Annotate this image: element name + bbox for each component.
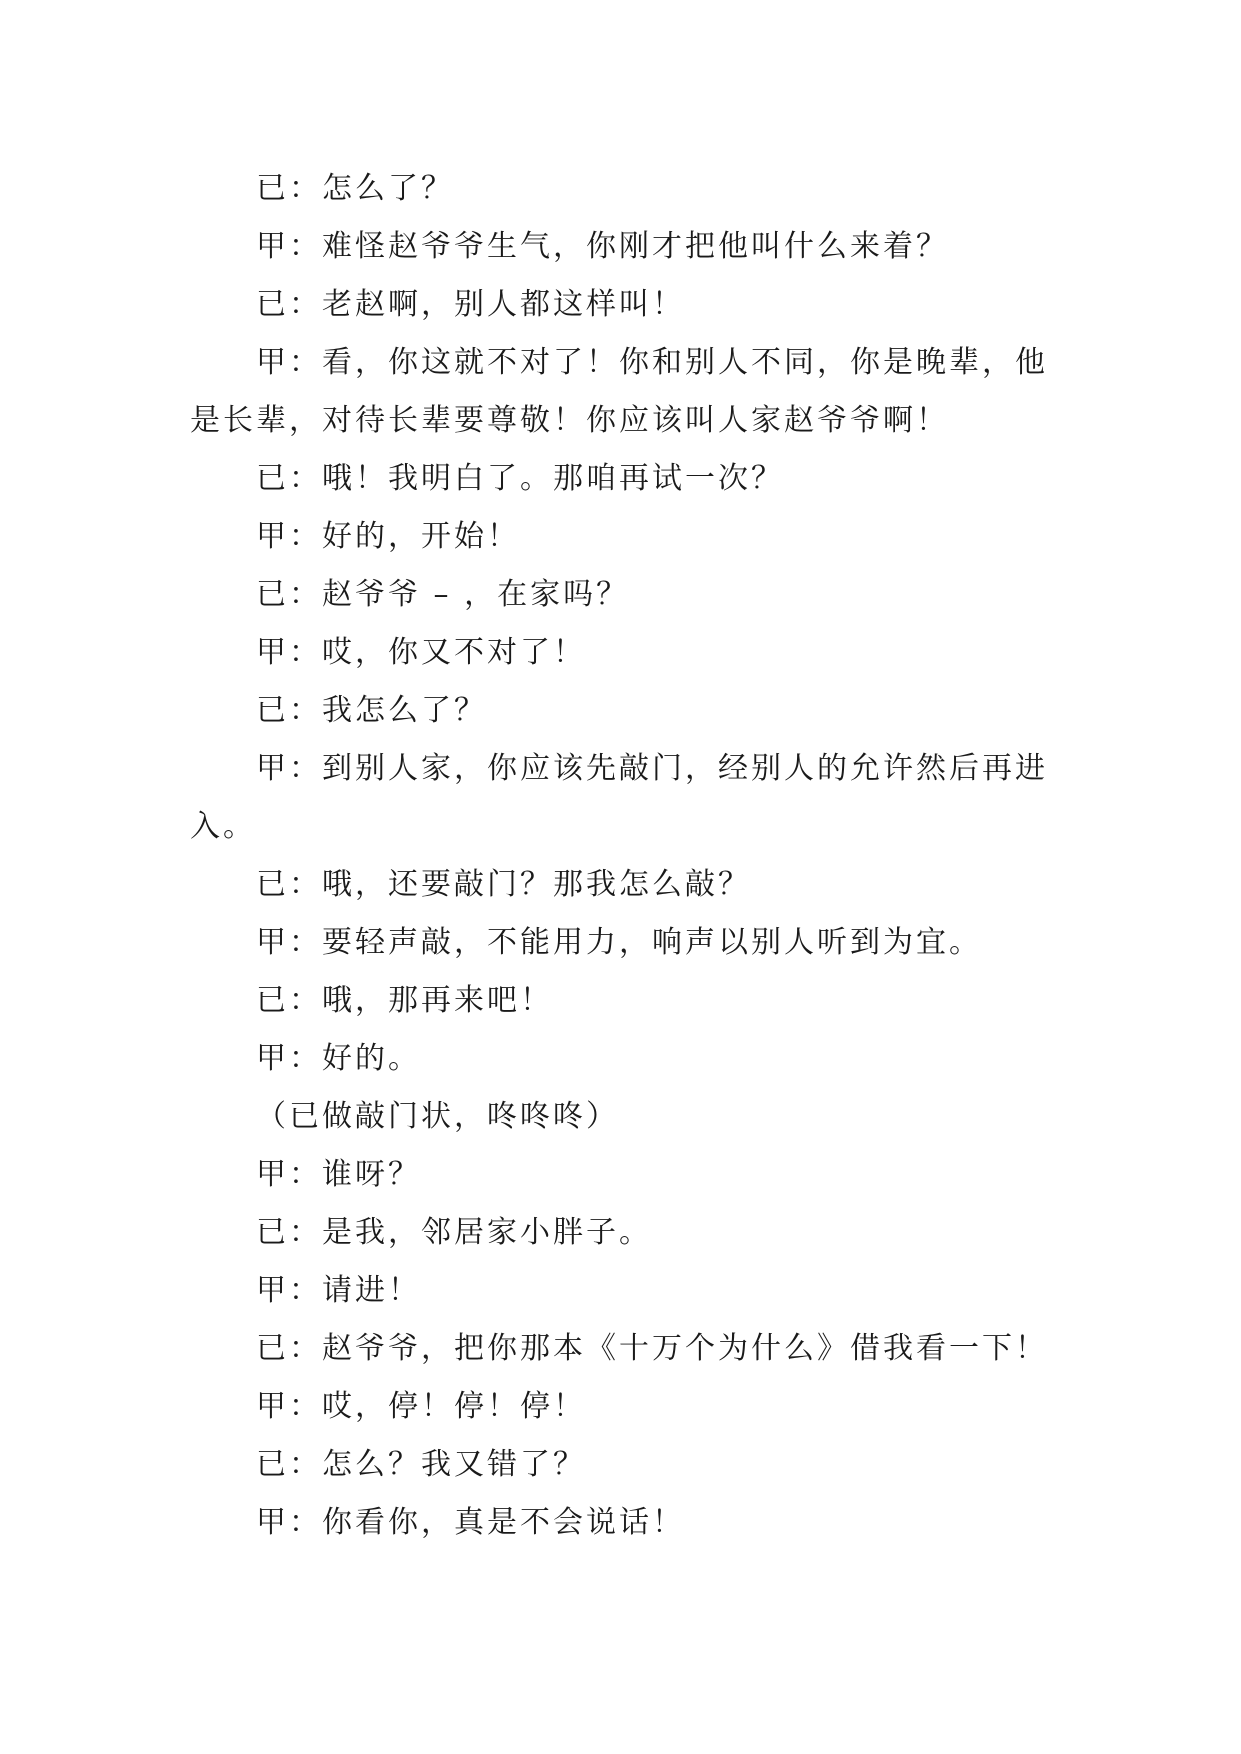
dialogue-line: 甲：哎，你又不对了！	[256, 635, 586, 670]
dialogue-line: 甲：要轻声敲，不能用力，响声以别人听到为宜。	[256, 925, 982, 960]
stage-direction: （已做敲门状，咚咚咚）	[256, 1099, 619, 1134]
dialogue-line: 甲：难怪赵爷爷生气，你刚才把他叫什么来着？	[256, 229, 949, 264]
dialogue-line: 已：老赵啊，别人都这样叫！	[256, 287, 685, 322]
dialogue-line: 甲：好的。	[256, 1041, 421, 1076]
dialogue-line: 甲：请进！	[256, 1273, 421, 1308]
dialogue-line-continuation: 入。	[190, 809, 256, 844]
dialogue-line: 甲：好的，开始！	[256, 519, 520, 554]
dialogue-line: 已：赵爷爷 – ，在家吗？	[256, 577, 630, 612]
dialogue-text	[190, 160, 1060, 1552]
dialogue-line: 已：怎么？我又错了？	[256, 1447, 586, 1482]
dialogue-line: 已：我怎么了？	[256, 693, 487, 728]
dialogue-line: 已：哦，那再来吧！	[256, 983, 553, 1018]
dialogue-line: 甲：谁呀？	[256, 1157, 421, 1192]
dialogue-line: 已：怎么了？	[256, 171, 454, 206]
dialogue-line: 已：赵爷爷，把你那本《十万个为什么》借我看一下！	[256, 1331, 1048, 1366]
dialogue-line-continuation: 是长辈，对待长辈要尊敬！你应该叫人家赵爷爷啊！	[190, 403, 949, 438]
dialogue-line: 甲：看，你这就不对了！你和别人不同，你是晚辈，他	[256, 345, 1048, 380]
dialogue-line: 甲：你看你，真是不会说话！	[256, 1505, 685, 1540]
dialogue-line: 已：是我，邻居家小胖子。	[256, 1215, 652, 1250]
dialogue-line: 已：哦！我明白了。那咱再试一次？	[256, 461, 784, 496]
dialogue-line: 甲：到别人家，你应该先敲门，经别人的允许然后再进	[256, 751, 1048, 786]
dialogue-line: 甲：哎，停！停！停！	[256, 1389, 586, 1424]
dialogue-line: 已：哦，还要敲门？那我怎么敲？	[256, 867, 751, 902]
